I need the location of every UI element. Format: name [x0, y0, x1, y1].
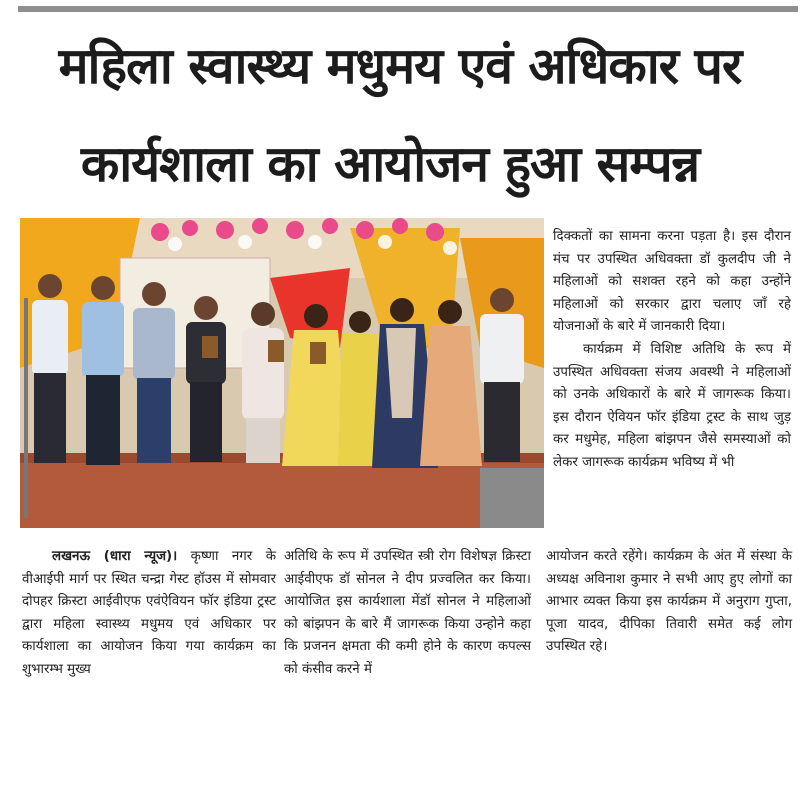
top-rule — [18, 6, 798, 12]
headline-line-1: महिला स्वास्थ्य मधुमय एवं अधिकार पर — [58, 37, 742, 95]
article-column-3 — [546, 546, 792, 659]
article-column-right-top — [553, 226, 791, 475]
dateline: लखनऊ (धारा न्यूज)। — [52, 549, 178, 564]
article-text: अतिथि के रूप में उपस्थित स्त्री रोग विशेषज्ञ क्रिस्टा आईवीएफ डॉ सोनल ने दीप प्रज्वलित कर किया। आयोजित इस कार्यशाला मेंडॉ सोनल ने महिलाओं को बांझपन के बारे मैं जागरूक किया उन्होने कहा कि प्रजनन क्षमता की कमी होने के कारण कपल्स को कंसीव करने में — [284, 549, 531, 677]
article-text: कृष्णा नगर के वीआईपी मार्ग पर स्थित चन्द्रा गेस्ट हॉउस में सोमवार दोपहर क्रिस्टा आईवीएफ एवंऐवियन फॉर इंडिया ट्रस्ट द्वारा महिला स्वास्थ्य मधुमय एवं अधिकार पर कार्यशाला का आयोजन किया गया कार्यक्रम का शुभारम्भ मुख्य — [22, 549, 276, 677]
headline-line-2: कार्यशाला का आयोजन हुआ सम्पन्न — [80, 135, 700, 193]
article-column-2 — [284, 546, 531, 682]
event-photo — [20, 218, 544, 528]
article-column-1 — [22, 546, 276, 682]
article-paragraph: कार्यक्रम में विशिष्ट अतिथि के रूप में उपस्थित अधिवक्ता संजय अवस्थी ने महिलाओं को उनके अधिकारों के बारे में जागरूक किया। इस दौरान ऐवियन फॉर इंडिया ट्रस्ट के साथ जुड़ कर मधुमेह, महिला बांझपन जैसे समस्याओं को लेकर जागरूक कार्यक्रम भविष्य में भी — [553, 341, 791, 470]
event-photo-illustration — [20, 218, 544, 528]
article-text: आयोजन करते रहेंगे। कार्यक्रम के अंत में संस्था के अध्यक्ष अविनाश कुमार ने सभी आए हुए लोगों का आभार व्यक्त किया इस कार्यक्रम में अनुराग गुप्ता, पूजा यादव, दीपिका तिवारी समेत कई लोग उपस्थित रहे। — [546, 549, 792, 655]
article-paragraph: दिक्कतों का सामना करना पड़ता है। इस दौरान मंच पर उपस्थित अधिवक्ता डॉ कुलदीप जी ने महिलाओं को सशक्त रहने को कहा उन्होंने महिलाओं को सरकार द्वारा चलाए जाँ रहे योजनाओं के बारे में जानकारी दिया। — [553, 229, 791, 335]
